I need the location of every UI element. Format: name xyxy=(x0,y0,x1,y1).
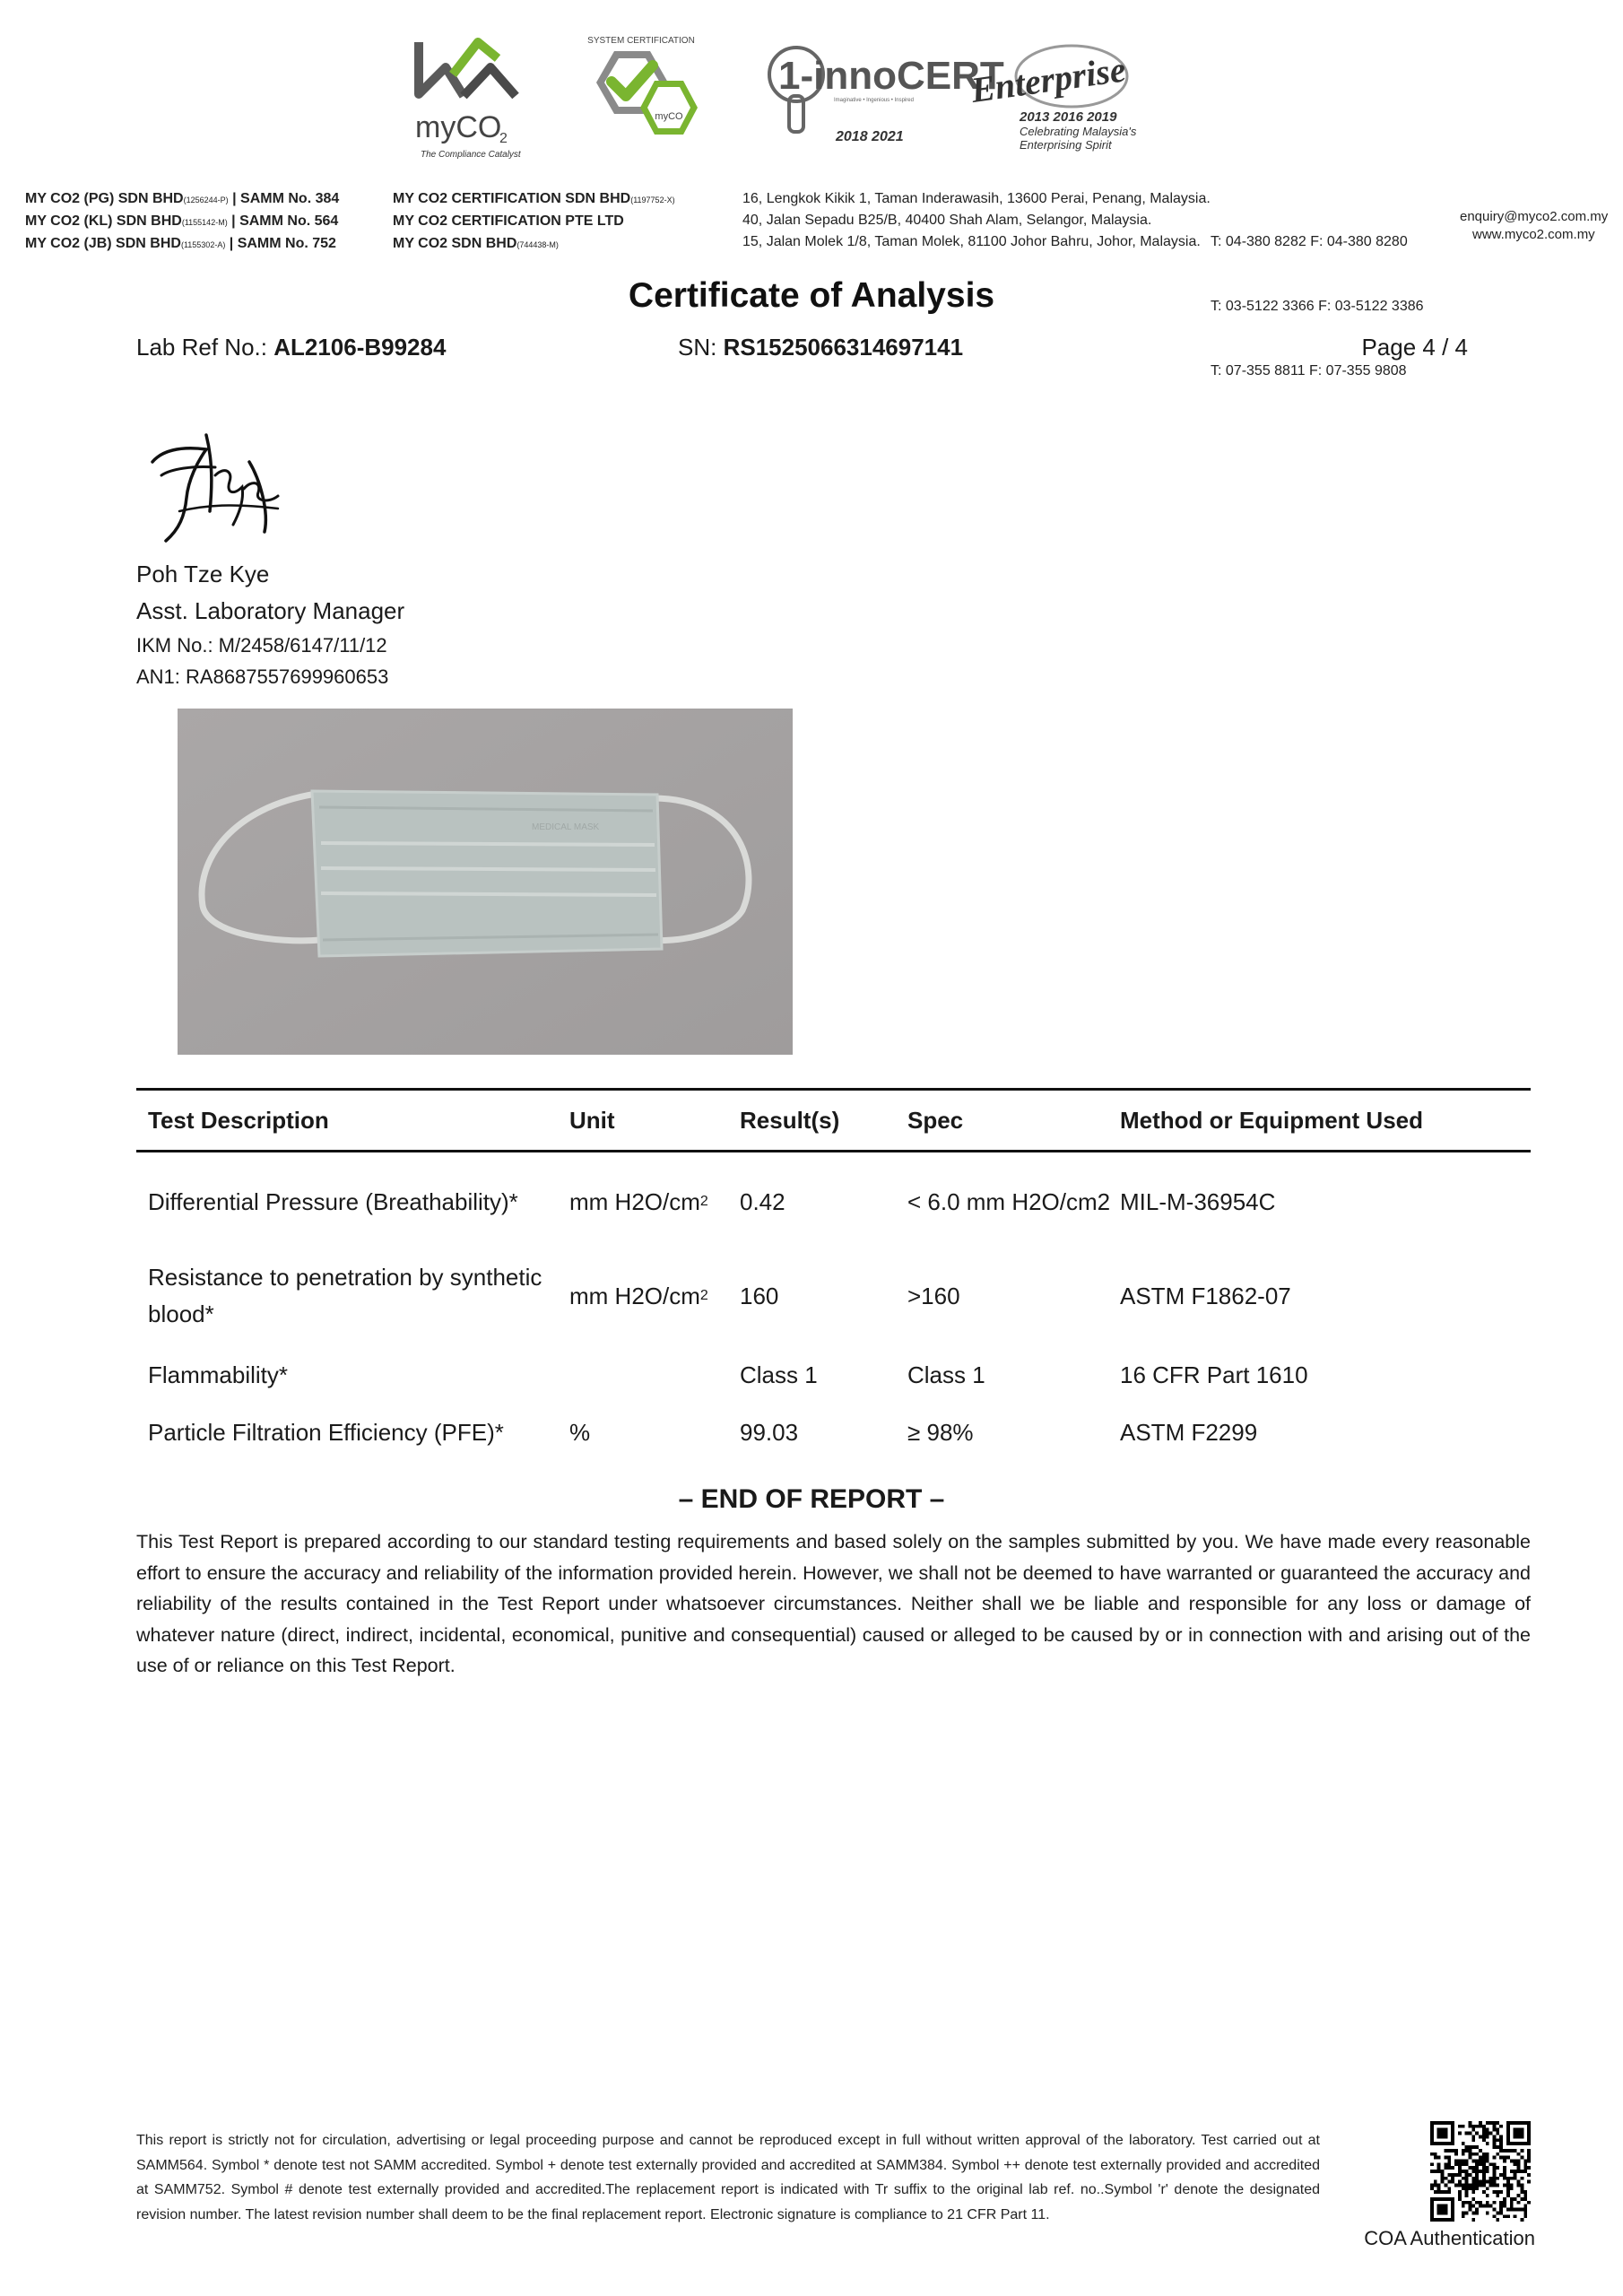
signer-position: Asst. Laboratory Manager xyxy=(136,597,405,624)
entity-row: MY CO2 (PG) SDN BHD(1256244-P) | SAMM No. 384 xyxy=(25,191,340,206)
row-method: MIL-M-36954C xyxy=(1120,1187,1276,1215)
coa-authentication-label: COA Authentication xyxy=(1364,2227,1535,2249)
header-spec: Spec xyxy=(907,1107,964,1134)
row-spec: Class 1 xyxy=(907,1361,985,1388)
lab-ref-label: Lab Ref No.: xyxy=(136,334,274,361)
sample-photo xyxy=(178,709,793,1055)
svg-text:The Compliance Catalyst: The Compliance Catalyst xyxy=(421,150,521,160)
row-description: Particle Filtration Efficiency (PFE)* xyxy=(148,1418,504,1446)
header-results: Result(s) xyxy=(740,1107,840,1134)
cert-entity-row: MY CO2 CERTIFICATION SDN BHD(1197752-X) xyxy=(393,191,675,206)
row-unit xyxy=(569,1348,731,1402)
row-spec: < 6.0 mm H2O/cm2 xyxy=(907,1187,1111,1215)
end-of-report: – END OF REPORT – xyxy=(678,1484,945,1514)
row-unit: % xyxy=(569,1418,591,1446)
svg-text:Imaginative • Ingenious • Insp: Imaginative • Ingenious • Inspired xyxy=(834,98,914,103)
address-line: 40, Jalan Sepadu B25/B, 40400 Shah Alam, Selangor, Malaysia. xyxy=(742,213,1152,228)
row-unit: mm H2O/cm 2 xyxy=(569,1282,708,1309)
results-table xyxy=(136,1088,1531,1465)
footnote-text: This report is strictly not for circulation, advertising or legal proceeding purpose and cannot be reproduced except in full without written approval of the laboratory. Test carried out at SAMM564. Symbol * denote test not SAMM accredited. Symbol + denote test externally provided and accredited at SAMM384. Symbol ++ denote test externally provided and accredited at SAMM752. Symbol # denote test externally provided and accredited.The replacement report is indicated with Tr suffix to the original lab ref. no..Symbol 'r' denote the designated revision number. The latest revision number shall deem to be the final replacement report. Electronic signature is compliance to 21 CFR Part 11. xyxy=(136,2133,1320,2222)
reference-line xyxy=(136,334,1468,370)
address-line: 16, Lengkok Kikik 1, Taman Inderawasih, 13600 Perai, Penang, Malaysia. xyxy=(742,191,1211,206)
svg-text:SYSTEM CERTIFICATION: SYSTEM CERTIFICATION xyxy=(587,36,695,46)
system-certification-logo xyxy=(574,31,708,166)
lab-ref-value: AL2106-B99284 xyxy=(273,334,447,361)
table-row xyxy=(136,1405,1531,1465)
table-row xyxy=(136,1152,1531,1251)
lab-ref xyxy=(136,334,446,361)
row-description: Resistance to penetration by synthetic blood* xyxy=(148,1264,542,1327)
entity-row: MY CO2 (JB) SDN BHD(1155302-A) | SAMM No. 752 xyxy=(25,236,336,251)
svg-text:2: 2 xyxy=(499,131,508,146)
row-result: 99.03 xyxy=(740,1418,799,1446)
cert-entity-row: MY CO2 CERTIFICATION PTE LTD xyxy=(393,213,624,229)
innocert-logo xyxy=(762,31,1004,166)
table-row xyxy=(136,1348,1531,1405)
website-link[interactable]: www.myco2.com.my xyxy=(1472,227,1595,242)
myco2-logo xyxy=(408,31,542,166)
header-test-description: Test Description xyxy=(148,1107,329,1134)
row-description: Flammability* xyxy=(148,1361,289,1388)
signer-an1: AN1: RA8687557699960653 xyxy=(136,665,389,688)
qr-code-icon[interactable] xyxy=(1430,2121,1531,2222)
row-result: 160 xyxy=(740,1282,779,1309)
email-link[interactable]: enquiry@myco2.com.my xyxy=(1460,209,1609,224)
row-spec: >160 xyxy=(907,1282,960,1309)
signer-name: Poh Tze Kye xyxy=(136,561,270,587)
row-result: Class 1 xyxy=(740,1361,818,1388)
address-list xyxy=(742,188,1211,253)
svg-text:Enterprising Spirit: Enterprising Spirit xyxy=(1020,138,1112,152)
header-unit: Unit xyxy=(569,1107,615,1134)
svg-text:myCO: myCO xyxy=(415,110,502,144)
svg-text:2013 2016 2019: 2013 2016 2019 xyxy=(1020,109,1117,125)
signer-block xyxy=(136,556,404,692)
cert-entity-row: MY CO2 SDN BHD(744438-M) xyxy=(393,236,559,251)
row-method: ASTM F1862-07 xyxy=(1120,1282,1291,1309)
row-result: 0.42 xyxy=(740,1187,785,1215)
entity-row: MY CO2 (KL) SDN BHD(1155142-M) | SAMM No. 564 xyxy=(25,213,339,229)
phone-line: T: 07-355 8811 F: 07-355 9808 xyxy=(1211,363,1407,378)
page-title: Certificate of Analysis xyxy=(628,276,995,315)
disclaimer-text: This Test Report is prepared according to our standard testing requirements and based solely on the samples submitted by you. We have made every reasonable effort to ensure the accuracy and reliability of the information provided herein. However, we shall not be deemed to have warranted or guaranteed the accuracy and reliability of the results contained in the Test Report under whatsoever circumstances. Neither shall we be liable and responsible for any loss or damage of whatever nature (direct, indirect, incidental, economical, punitive and consequential) caused or alleged to be caused by or in connection with and arising out of the use of or reliance on this Test Report. xyxy=(136,1531,1531,1676)
svg-text:MEDICAL MASK: MEDICAL MASK xyxy=(532,822,600,832)
table-row xyxy=(136,1251,1531,1348)
svg-text:Enterprise: Enterprise xyxy=(968,48,1129,111)
row-description: Differential Pressure (Breathability)* xyxy=(148,1187,518,1215)
serial-number xyxy=(678,334,963,361)
phone-line: T: 04-380 8282 F: 04-380 8280 xyxy=(1211,234,1408,249)
sn-label: SN: xyxy=(678,334,724,361)
svg-text:myCO: myCO xyxy=(655,111,683,122)
page-number: Page 4 / 4 xyxy=(1361,334,1468,361)
svg-text:1-innoCERT: 1-innoCERT xyxy=(778,54,1004,98)
row-method: ASTM F2299 xyxy=(1120,1418,1258,1446)
certification-logos xyxy=(408,31,1215,166)
svg-text:2018 2021: 2018 2021 xyxy=(836,129,904,144)
row-spec: ≥ 98% xyxy=(907,1418,974,1446)
svg-text:Celebrating Malaysia's: Celebrating Malaysia's xyxy=(1020,125,1137,138)
address-line: 15, Jalan Molek 1/8, Taman Molek, 81100 Johor Bahru, Johor, Malaysia. xyxy=(742,234,1201,249)
handwritten-signature xyxy=(143,426,296,547)
table-header xyxy=(136,1088,1531,1152)
phone-line: T: 03-5122 3366 F: 03-5122 3386 xyxy=(1211,299,1424,314)
row-unit: mm H2O/cm 2 xyxy=(569,1187,708,1215)
signer-ikm: IKM No.: M/2458/6147/11/12 xyxy=(136,634,387,657)
header-method: Method or Equipment Used xyxy=(1120,1107,1423,1134)
sn-value: RS1525066314697141 xyxy=(723,334,964,361)
enterprise-50-logo xyxy=(964,31,1170,166)
certification-entity-list xyxy=(393,188,675,256)
row-method: 16 CFR Part 1610 xyxy=(1120,1361,1308,1388)
contact-info xyxy=(1460,208,1608,244)
entity-list xyxy=(25,188,339,256)
